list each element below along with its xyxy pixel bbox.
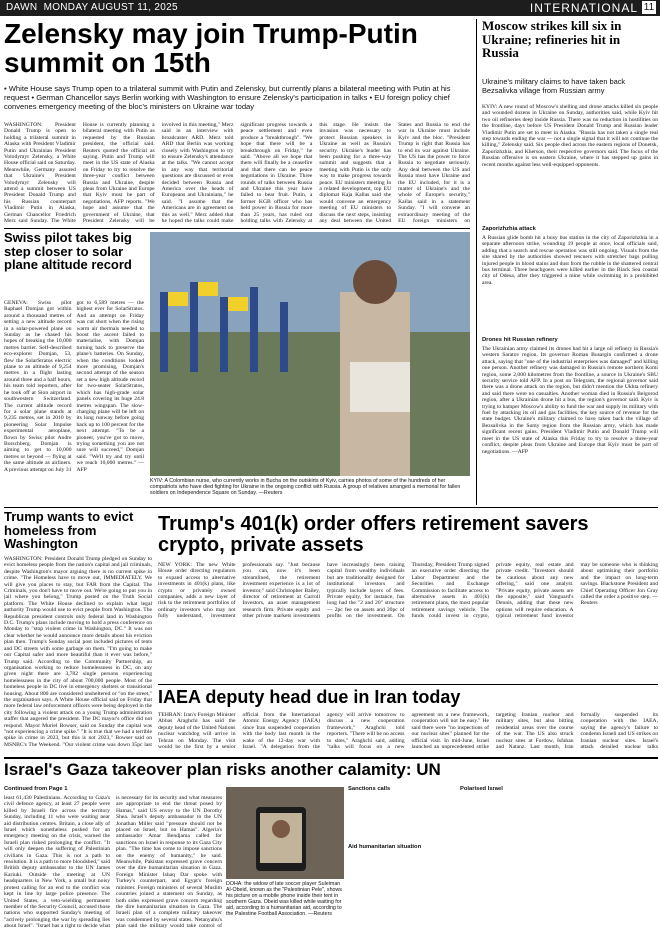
lead-body: WASHINGTON: President Donald Trump is open to holding a trilateral summit in Alaska with President Vladimir Putin and Ukrainian President Volodymyr Zelensky, a White House official said on Saturday. Meanwhile, Germany assured that Ukraine's President Volodymyr Zelensky will attend a summit between US President Donald Trump and his Russian counterpart Vladimir Putin in Alaska, German Chancellor Friedrich Merz said Sunday. The White House is currently planning a bilateral meeting with Putin as requested by the Russian president, the official said. Reuters quoted the official as saying. Putin and Trump will meet in the US state of Alaska on Friday to try to resolve the three-year conflict between Russia and Ukraine, despite pleas from Ukraine and Europe that Kyiv must be part of negotiations, AFP reports. "We hope and assume that the government of Ukraine, that President Zelensky will be involved in this meeting," Merz said in an interview with broadcaster ARD. Merz told ARD that Berlin was working closely with Washington to try to ensure Zelensky's attendance at the talks. "We cannot accept in any way that territorial questions are discussed or even decided between Russia and America over the heads of Europeans and Ukrainians," he said. "I assume that the Americans are in agreement on this as well." Merz added that he hoped the talks could make significant progress towards a peace settlement and even produce a "breakthrough". "We hope that there will be a breakthrough on Friday," he said. "Above all we hope that there will finally be a ceasefire and that there can be peace negotiations in Ukraine. Three rounds of talks between Russia and Ukraine this year have failed to bear fruit. Putin, a former KGB officer who has held power in Russia for more than 25 years, has ruled out holding talks with Zelensky at this stage. He insists the invasion was necessary to protect Russian speakers in Ukraine as well as Russia's security. Ukraine's leader has been pushing for a three-way summit and suggests that a meeting with Putin is the only way to make progress towards peace. EU ministers meeting In a related development, top EU diplomat Kaja Kallas said she would convene an emergency meeting of EU ministers to discuss the next steps, insisting any deal between the United States and Russia to end the war in Ukraine must include Kyiv and the bloc. "President Trump is right that Russia has to end its war against Ukraine. The US has the power to force Russia to negotiate seriously. Any deal between the US and Russia must have Ukraine and the EU included, for it is a matter of Ukraine's and the whole of Europe's security," Kallas said in a statement Sunday. "I will convene an extraordinary meeting of the EU foreign ministers on [4, 122, 470, 225]
divider [4, 228, 470, 229]
homeless-body: WASHINGTON: President Donald Trump pledged on Sunday to evict homeless people from the nation's capital and jail criminals, despite Washington's mayor arguing there is no current spike in crime. "The Homeless have to move out, IMMEDIATELY. We will give you places to stay, but FAR from the Capital. The Criminals, you don't have to move out. We're going to put you in jail where you belong," Trump posted on the Truth Social platform. The White House declined to explain what legal authority Trump would use to evict people from Washington. The Republican president controls only federal land in Washington D.C. Trump's plans include moving to hold a press conference on Monday to "stop violent crime in Washington, DC." It was not clear whether he would announce more details about his eviction plan then. Trump's Sunday social post included pictures of tents and DC streets with some garbage on them. "I'm going to make our Capital safer and more beautiful than it ever was before," Trump said. According to the Community Partnership, an organisation working to reduce homelessness in DC, on any given night there are 3,782 single persons experiencing homelessness in the city of about 700,000 people. Most of the homeless people in DC live in emergency shelters or transitional housing. About 800 are considered unsheltered or "on the street," the organisation says. A White House official said on Friday that more federal law enforcement officers were being deployed in the city following a violent attack on a young Trump administration staffer that angered the president. The DC mayor's office did not respond. Mayor Muriel Bowser, said on Sunday the capital was "not experiencing a crime spike." "It is true that we had a terrible spike in crime in 2023, but this is not 2023," Bowser said on MSNBC's The Weekend. "Our violent crime was down 35pc last [4, 556, 152, 748]
russia-headline: Moscow strikes kill six in Ukraine; refineries hit in Russia [482, 19, 622, 61]
gaza-headline: Israel's Gaza takeover plan risks another calamity: UN [4, 761, 441, 779]
gaza-subhead-aid: Aid humanitarian situation [348, 844, 422, 850]
retirement-headline: Trump's 401(k) order offers retirement savers crypto, private assets [158, 514, 589, 556]
lead-headline: Zelensky may join Trump-Putin summit on 15th [4, 19, 418, 79]
iaea-body: TEHRAN: Iran's Foreign Minister Abbas Araghchi has said the deputy head of the United Nations nuclear watchdog will arrive in Tehran on Monday. The visit would be the first by a senior official from the International Atomic Energy Agency (IAEA) since Iran suspended cooperation with the body last month in the wake of the 12-day war with Israel. "A delegation from the agency will arrive tomorrow to discuss a new cooperation framework," Araghchi told reporters. "There will be no access to sites," Araghchi said, adding "talks will focus on a new agreement on a new framework, cooperation will not be easy." He said there were "no inspections of our nuclear sites" planned for the official visit. In mid-June, Israel launched an unprecedented strike targeting Iranian nuclear and military sites, but also hitting residential areas over the course of the war. The US also struck nuclear sites at Fordow, Isfahan and Natanz. Last month, Iran formally suspended its cooperation with the IAEA, saying the agency's failure to condemn Israeli and US strikes on Iranian nuclear sites. Israel's attack derailed nuclear talks [158, 712, 658, 751]
russia-deck: Ukraine's military claims to have taken back Bezsalivka village from Russian army [482, 78, 626, 95]
gaza-photo-illustration [226, 787, 344, 879]
swiss-body: GENEVA: Swiss pilot Raphael Domjan got within around a thousand metres of setting a new altitude record in a solar-powered plane on Sunday as he chased his hopes of breaking the 10,000 metres barrier. Self-described eco-explorer Domjan, 53, flew the SolarStratos electric plane to an altitude of 9,254 metres in a flight lasting around three and a half hours, his team told reporters, after he took off at Sion airport in southwestern Switzerland. The current altitude record for a solar plane stands at 9,235 metres, set in 2010 by pioneering Solar Impulse experimental aeroplane, flown by Swiss pilot Andre Borschberg. Domjan is aiming to get to 10,000 metres or beyond — flying at the same altitude as airliners. A previous attempt on July 31 got to 6,589 metres — the highest ever for SolarStratos. And an attempt on Friday was cut short when the rising warm air thermals needed to boost the ascent failed to materialise, with Domjan turning back to preserve the plane's batteries. On Sunday, when the conditions looked more promising, Domjan's second attempt of the season set a new high altitude record for two-seater SolarStratos, which has high-grade solar panels covering its huge 24.8 metres wingspan. The slow-charging plane will be left on its long runway before going back up to 100 percent for the next attempt. "To be a pioneer, you've got to move, trying something you are not sure will succeed," Domjan said. "We'll try and try until we reach 10,000 metres." —AFP [4, 300, 144, 473]
masthead-paper-date: DAWN MONDAY AUGUST 11, 2025 [6, 2, 178, 13]
page-number: 11 [643, 2, 655, 13]
russia-body-2: A Russian glide bomb hit a busy bus station in the city of Zaporizhzhia in a separate afternoon strike, wounding 19 people at once, local officials said, adding that a search and rescue operation was still ongoing. Visuals from the site shared by the authorities showed rescuers with stretcher bags pulling injured people in blood stains and dust from the rubble in the shattered central bus terminal. Three beachgoers were killed earlier in the Black Sea coastal city of Odesa, after they triggered a mine while swimming in a prohibited area. [482, 235, 658, 286]
section-title: INTERNATIONAL [529, 1, 638, 15]
swiss-headline: Swiss pilot takes big step closer to solar plane altitude record [4, 231, 132, 273]
russia-body-3: The Ukrainian army claimed its drones had hit a large oil refinery in Russia's western Saratov region. Its governor Roman Busargin confirmed a drone attack, saying that "one of the industrial enterprises was damaged" and killing one person. Another refinery was damaged in Russia's remote northern Komi region, some 2,000 kilometres from the frontline, a source in Ukraine's SBU security service told AFP. In a post on Telegram, the regional governor said there was a drone attack on the region, but didn't mention the Ukhta refinery and said there were no casualties. Another woman died in Russia's Belgorod region, after a Ukrainian drone hit a bus, the region's governor said. Kyiv is trying to hamper Moscow's ability to fund the war and supply its military with fuel by attacking its oil and gas facilities, the key source of revenue for the state budget. Ukraine's military claimed to have taken back the village of Bezsalivka in the Sumy region from the Russian army, which has made significant recent gains. President Vladimir Putin and Donald Trump will meet in the US state of Alaska this Friday to try to resolve a three-year conflict, despite pleas from Ukraine and Europe that Kyiv must be part of negotiations. —AFP [482, 346, 658, 455]
photo-illustration [150, 232, 470, 476]
lead-deck: • White House says Trump open to a trilateral summit with Putin and Zelensky, but currently plans a bilateral meeting with Putin at his request • German Chancellor says Berlin working with Washington to ensure Zelensky's participation in talks • EU foreign policy chief convenes emergency meeting of the bloc's ministers on Ukraine war today [4, 84, 451, 111]
homeless-headline: Trump wants to evict homeless from Washington [4, 510, 134, 552]
masthead-bar [0, 0, 660, 16]
gaza-continued-label: Continued from Page 1 [4, 786, 68, 792]
retirement-body: NEW YORK: The new White House order directing regulators to expand access to alternative investments in 401(k) plans, like crypto or privately owned companies, adds a new layer of risk to the retirement portfolios of ordinary investors who may not fully understand, investment professionals say. "Just because you can, now it's been streamlined, the retirement investment experience is a lot of investor," said Christopher Bailey, director of retirement at Carroll Investors, an asset management research firm. Private equity and other private markets investments have increasingly been raising capital from wealthy individuals but are traditionally designed for institutional investors and typically include layers of fees. Private equity, for instance, has long had the "2 and 20" structure — 2pc fee on assets and 20pc of profits on the investment. On Thursday, President Trump signed an executive order directing the Labor Department and the Securities and Exchange Commission to facilitate access to alternative assets in 401(k) retirement plans, the most popular retirement savings vehicle. The funds could invest in crypto, private equity, real estate and private credit. "Investors should be cautious about any new offering," said one analyst. "Private equity, private assets are the opposite," said Vanguard's Dennis, adding that these new options will require education. A typical retirement fund investor may be someone who is thinking about optimising their portfolio and the impact on long-term savings. Blackstone President and Chief Operating Officer Jon Gray called the order a positive step. —Reuters [158, 562, 658, 620]
gaza-body-left: least 61,430 Palestinians. According to Gaza's civil defence agency, at least 27 people were killed by Israeli fire across the territory Sunday, including 11 who were waiting near aid distribution centres. Britain, a close ally of Israel which nonetheless pushed for an emergency meeting on the crisis, warned the Israeli plan risked prolonging the conflict. "It will only deepen the suffering of Palestinian civilians in Gaza. This is not a path to resolution. It is a path to more bloodshed," said British deputy ambassador to the UN James Kariuki. Outside the meeting at UN headquarters in New York, a small but noisy protest calling for an end to the conflict was kept in line by large police presence. The United States, a veto-wielding permanent member of the Security Council, accused those nations who supported Sunday's meeting of "actively prolonging the war by spreading lies about Israel". "Israel has a right to decide what is necessary for its security and what measures are appropriate to end the threat posed by Hamas," said US envoy to the UN Dorothy Shea. Israel's deputy ambassador to the UN Jonathan Miller said "pressure should not be placed on Israel, but on Hamas". Algeria's ambassador Amar Bendjama called for sanctions on Israel in response to its Gaza City plan. "The time has come to impose sanctions on the enemy of humanity," he said. Meanwhile, Pakistan expressed grave concern over the dire humanitarian situation in Gaza. Foreign Minister Ishaq Dar spoke with Turkey's counterpart, and Egypt's foreign minister. Foreign ministers of several Muslim countries joined a statement on Sunday, as both sides expressed grave concern regarding the dire humanitarian situation in Gaza. The Israeli plan of a complete military takeover was condemned by several states. Netanyahu's plan said the military would take control of [4, 795, 222, 930]
gaza-caption: DOHA: the widow of late soccer player Suleiman Al-Obeid, known as the "Palestinian Pele", shows his picture on a mobile phone inside their tent in southern Gaza. Obeid was killed while waiting for aid, according to a humanitarian aid, according to the Palestine Football Association. —Reuters [226, 881, 342, 917]
russia-subhead-refinery: Drones hit Russian refinery [482, 337, 558, 343]
photo-caption: KYIV: A Colombian nurse, who currently works in Bucha on the outskirts of Kyiv, carries photos of some of the hundreds of her compatriots who have died fighting for Ukraine in the ongoing conflict with Russia. A group of relatives arranged a memorial for fallen soldiers on Independence Square on Sunday. —Reuters [150, 478, 461, 496]
divider [158, 684, 658, 685]
gaza-subhead-polarised: Polarised Israel [460, 786, 503, 792]
divider [4, 507, 658, 508]
news-photo [150, 232, 470, 476]
column-rule [476, 19, 477, 505]
russia-body: KYIV: A new round of Moscow's shelling and drone attacks killed six people and wounded dozens in Ukraine on Sunday, authorities said, while Kyiv hit two oil refineries deep inside Russia. There was no reduction in hostilities on the frontline, days before US President Donald Trump and Russian leader Vladimir Putin are set to meet in Alaska. "Russia has not taken a single real step towards ending the war — not a single signal that it will not continue the killing," Zelensky said. Six people died across the eastern regions of Donetsk, Zaporizhzhia, and Kherson, their respective governors said. The focus of the Russian offensive is on eastern Ukraine, where it has stepped up gains in recent months against less well-equipped opponents. [482, 104, 658, 168]
russia-subhead-zaporizhzhia: Zaporizhzhia attack [482, 226, 536, 232]
iaea-headline: IAEA deputy head due in Iran today [158, 688, 461, 707]
gaza-subhead-sanctions: Sanctions calls [348, 786, 391, 792]
divider [4, 757, 658, 759]
gaza-photo [226, 787, 344, 879]
